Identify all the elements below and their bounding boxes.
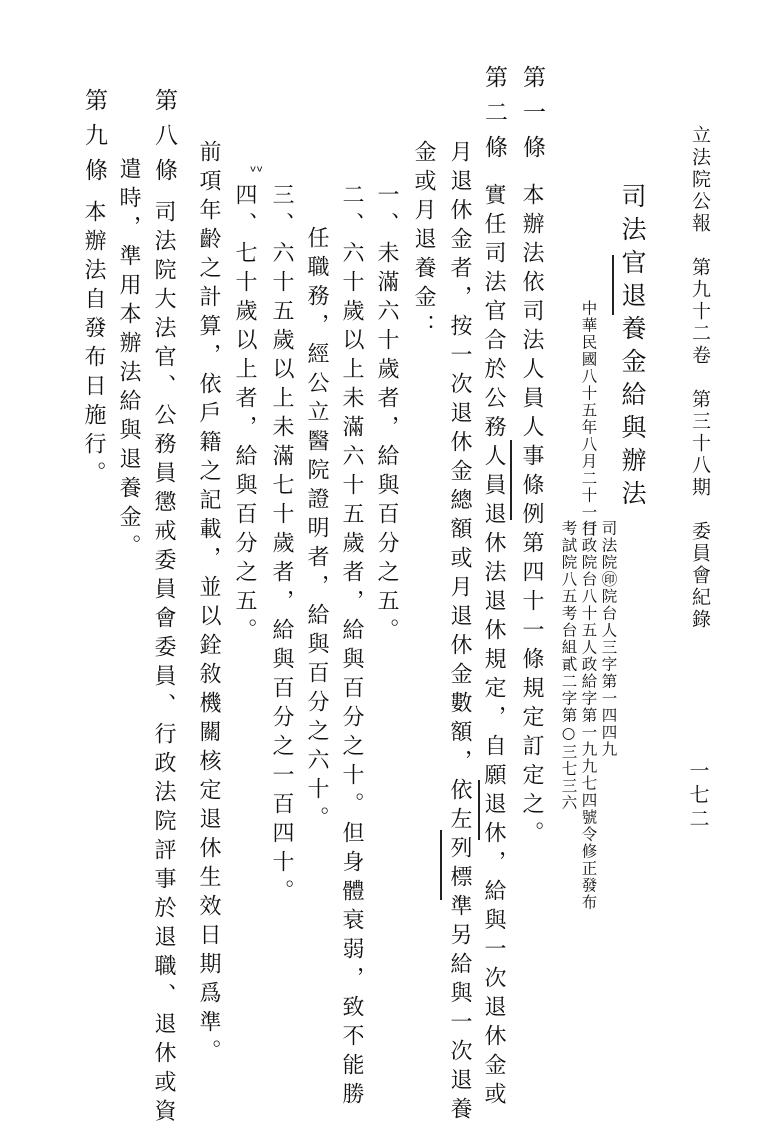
promulgation-line2: 行政院台八十五人政給字第一九九七四號令修正發布: [579, 520, 598, 911]
item-2-continued: 任職務，經公立醫院證明者，給與百分之六十。: [304, 226, 329, 835]
promulgation-line3: 考試院八五考台組貳二字第○三七三六: [559, 520, 578, 812]
promulgation-line1: 司法院㊞院台人三字第一四四九: [599, 520, 618, 758]
regulation-title: 司法官退養金給與辦法: [618, 183, 647, 513]
article-8-line-1: 司法院大法官、公務員懲戒委員會委員、行政法院評事於退職、退休或資: [151, 200, 176, 1128]
article-9-text: 本辦法自發布日施行。: [81, 200, 106, 490]
item-3: 三、六十五歲以上未滿七十歲者，給與百分之一百四十。: [269, 183, 294, 908]
page-number: 一七二: [686, 760, 710, 832]
promulgation-date: 中華民國八十五年八月二十一日: [579, 300, 598, 538]
article-1-label: 第一條: [519, 65, 545, 170]
age-calculation-paragraph: 前項年齡之計算，依戶籍之記載，並以銓敘機關核定退休生效日期爲準。: [196, 140, 221, 1068]
handwritten-mark-3: [440, 830, 442, 900]
title-handwritten-mark: [612, 255, 614, 315]
article-2-line-1: 實任司法官合於公務人員退休法退休規定，自願退休，給與一次退休金或: [481, 183, 506, 1111]
item-1: 一、未滿六十歲者，給與百分之五。: [374, 183, 399, 647]
publication-header: 立法院公報 第九十二卷 第三十八期 委員會紀錄: [689, 125, 711, 631]
article-2-line-2: 月退休金者，按一次退休金總額或月退休金數額，依左列標準另給與一次退養: [447, 140, 472, 1126]
article-8-label: 第八條: [151, 88, 177, 193]
article-2-label: 第二條: [481, 65, 507, 170]
handwritten-mark-1: [510, 440, 512, 520]
article-8-line-2: 遣時，準用本辦法給與退養金。: [116, 157, 141, 563]
article-1-text: 本辦法依司法人員人事條例第四十一條規定訂定之。: [519, 183, 544, 850]
handwritten-check-mark: ᵛᵛ: [250, 162, 264, 181]
item-4: 四、七十歲以上者，給與百分之五。: [232, 183, 257, 647]
article-2-line-3: 金或月退養金：: [411, 140, 436, 343]
article-9-label: 第九條: [81, 88, 107, 193]
handwritten-mark-2: [478, 780, 480, 840]
item-2: 二、六十歲以上未滿六十五歲者，給與百分之十。但身體衰弱，致不能勝: [339, 183, 364, 1111]
